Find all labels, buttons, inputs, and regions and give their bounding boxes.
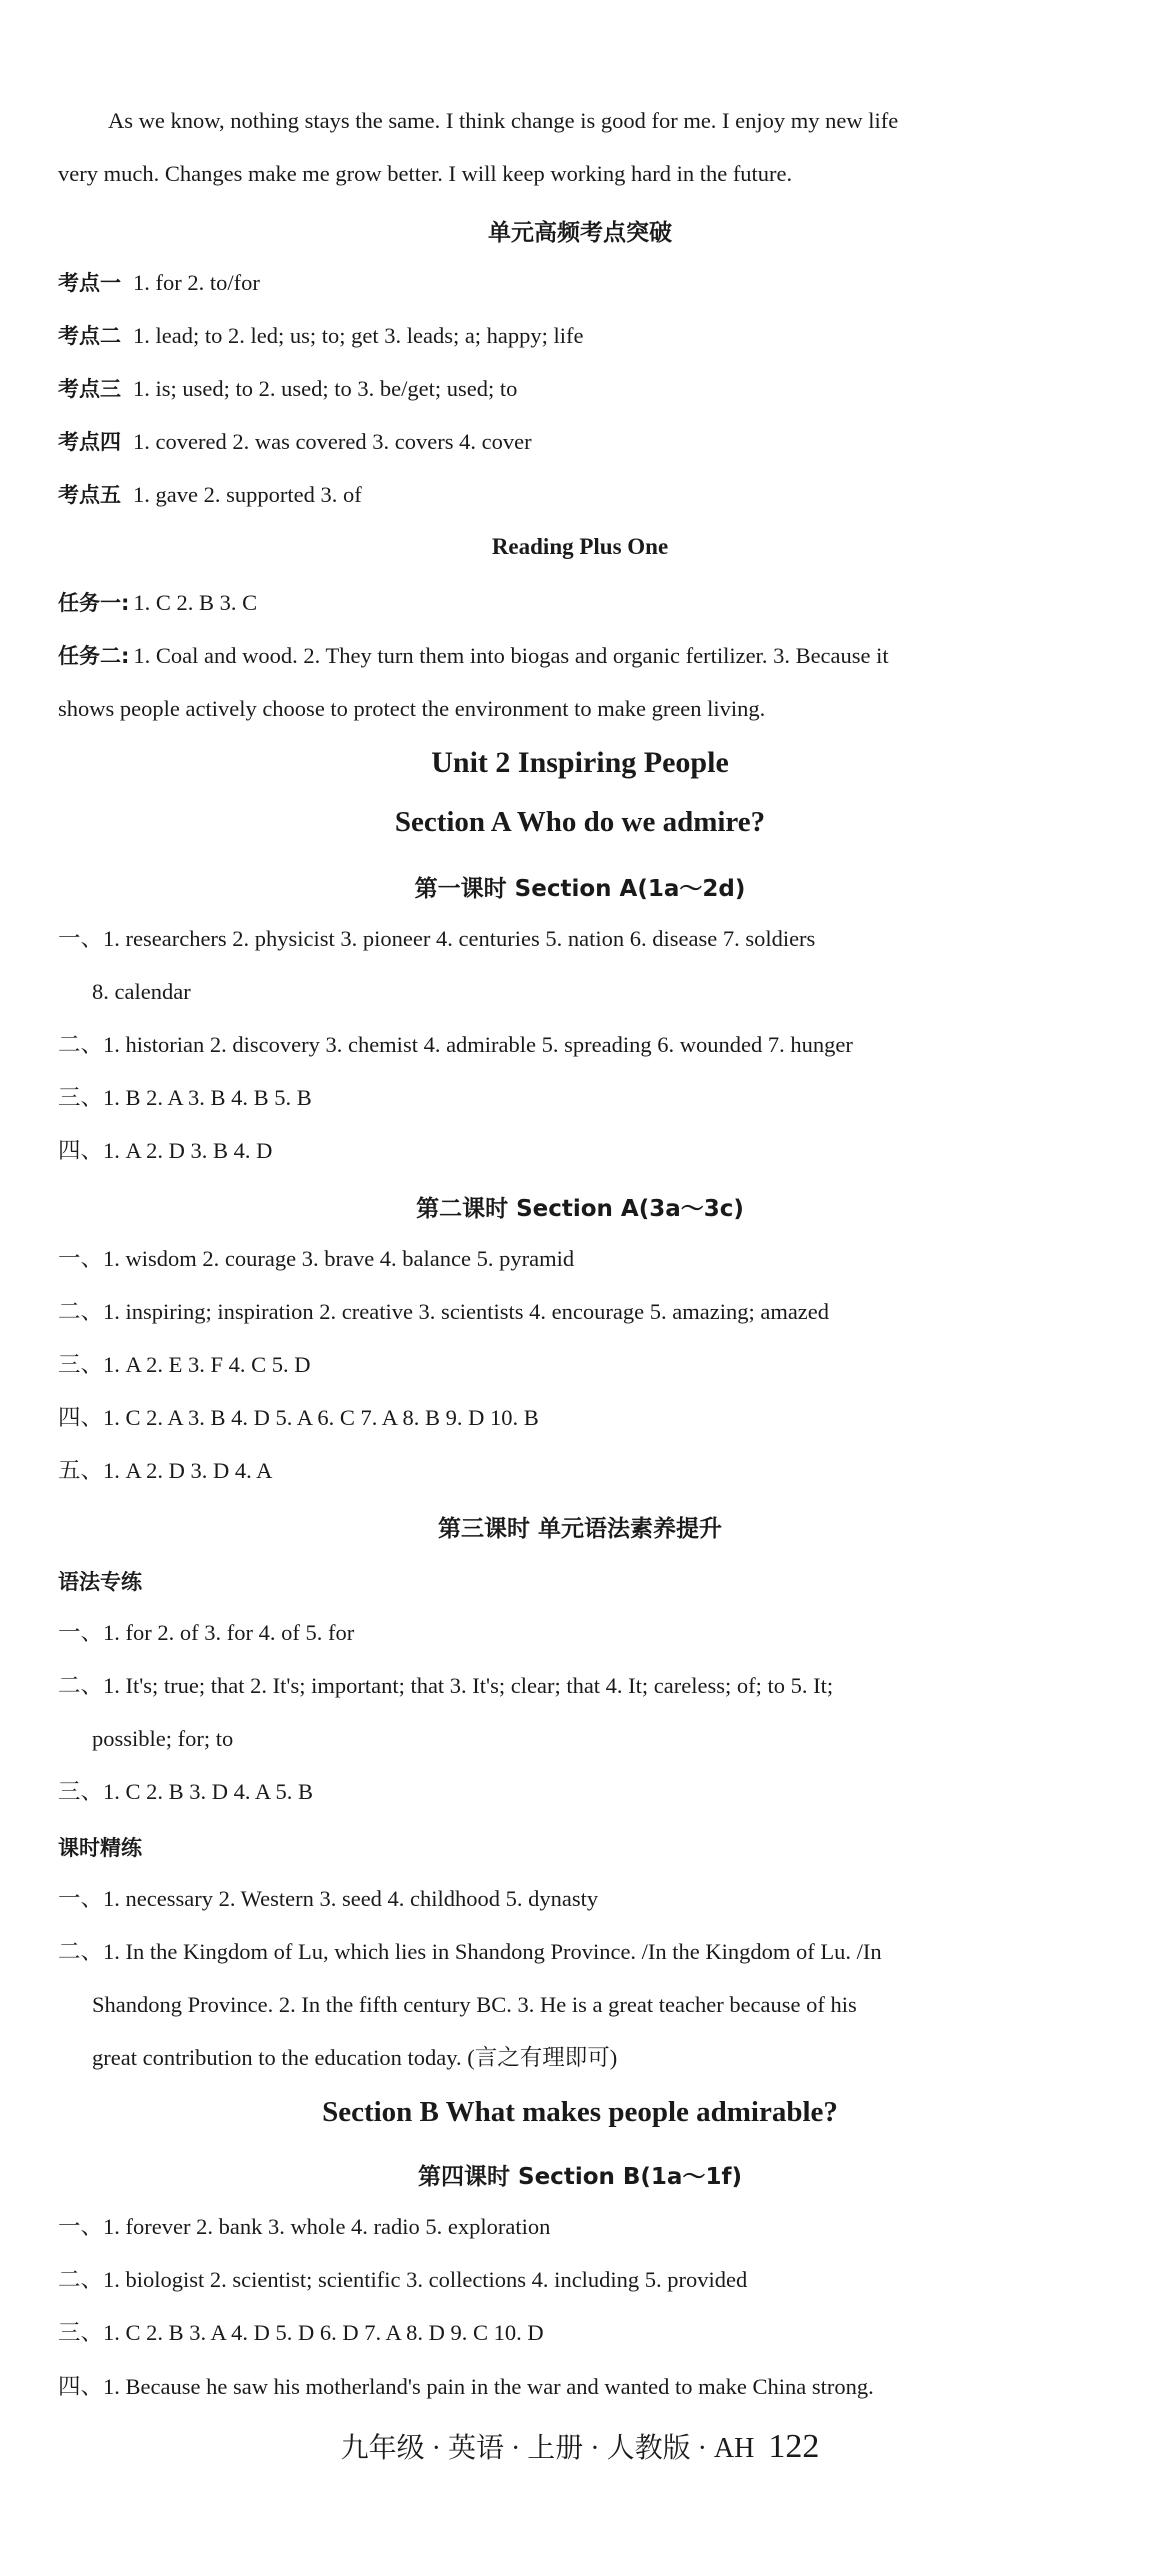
kaodian-label: 考点四 [58, 430, 121, 454]
task-2-continuation: shows people actively choose to protect the environment to make green living. [58, 696, 766, 721]
task-2-row [58, 641, 1130, 671]
lesson-3-heading: 第三课时 单元语法素养提升 [437, 1516, 722, 1542]
lesson-4-line-3: 三、1. C 2. B 3. A 4. D 5. D 6. D 7. A 8. D 9. C 10. D [58, 2320, 544, 2345]
task-2-label: 任务二: [58, 644, 130, 668]
kaodian-answers: 1. is; used; to 2. used; to 3. be/get; used; to [133, 376, 518, 401]
lesson-2-line-4: 四、1. C 2. A 3. B 4. D 5. A 6. C 7. A 8. B 9. D 10. B [58, 1405, 539, 1430]
page-footer [0, 2426, 1160, 2466]
grammar-line-3: 三、1. C 2. B 3. D 4. A 5. B [58, 1779, 314, 1804]
practice-line-2: 二、1. In the Kingdom of Lu, which lies in Shandong Province. /In the Kingdom of Lu. /In [58, 1939, 882, 1964]
kaodian-answers: 1. covered 2. was covered 3. covers 4. cover [133, 429, 532, 454]
grammar-line-2: 二、1. It's; true; that 2. It's; important; that 3. It's; clear; that 4. It; careless; of; to 5. It; [58, 1673, 834, 1698]
kaodian-row-2 [58, 321, 1130, 351]
lesson-practice-label: 课时精练 [58, 1836, 142, 1860]
intro-line-2: very much. Changes make me grow better. I will keep working hard in the future. [58, 161, 793, 186]
practice-line-1: 一、1. necessary 2. Western 3. seed 4. childhood 5. dynasty [58, 1886, 599, 1911]
kaodian-label: 考点一 [58, 271, 121, 295]
lesson-1-line-1b: 8. calendar [92, 979, 191, 1004]
task-1-label: 任务一: [58, 591, 130, 615]
task-2-answers: 1. Coal and wood. 2. They turn them into biogas and organic fertilizer. 3. Because it [133, 643, 889, 668]
lesson-2-line-2: 二、1. inspiring; inspiration 2. creative 3. scientists 4. encourage 5. amazing; amazed [58, 1299, 830, 1324]
lesson-1-line-1: 一、1. researchers 2. physicist 3. pioneer 4. centuries 5. nation 6. disease 7. soldiers [58, 926, 816, 951]
lesson-4-line-2: 二、1. biologist 2. scientist; scientific 3. collections 4. including 5. provided [58, 2267, 748, 2292]
section-b-title: Section B What makes people admirable? [322, 2096, 838, 2128]
lesson-2-heading: 第二课时 Section A(3a～3c) [416, 1196, 744, 1222]
lesson-4-heading: 第四课时 Section B(1a～1f) [418, 2164, 742, 2190]
kaodian-label: 考点五 [58, 483, 121, 507]
practice-line-2c: great contribution to the education today. (言之有理即可) [92, 2045, 618, 2070]
practice-line-2b: Shandong Province. 2. In the fifth century BC. 3. He is a great teacher because of his [92, 1992, 857, 2017]
lesson-4-line-4: 四、1. Because he saw his motherland's pain in the war and wanted to make China strong. [58, 2374, 874, 2399]
kaodian-label: 考点二 [58, 324, 121, 348]
intro-line-1: As we know, nothing stays the same. I think change is good for me. I enjoy my new life [108, 108, 899, 133]
kaodian-heading: 单元高频考点突破 [488, 220, 672, 246]
lesson-4-line-1: 一、1. forever 2. bank 3. whole 4. radio 5. exploration [58, 2214, 551, 2239]
reading-heading: Reading Plus One [491, 534, 669, 559]
kaodian-answers: 1. lead; to 2. led; us; to; get 3. leads; a; happy; life [133, 323, 584, 348]
grammar-practice-label: 语法专练 [58, 1570, 142, 1594]
task-1-row [58, 588, 1130, 618]
lesson-2-line-3: 三、1. A 2. E 3. F 4. C 5. D [58, 1352, 311, 1377]
lesson-2-line-1: 一、1. wisdom 2. courage 3. brave 4. balance 5. pyramid [58, 1246, 575, 1271]
kaodian-row-4 [58, 427, 1130, 457]
kaodian-row-1 [58, 268, 1130, 298]
kaodian-answers: 1. for 2. to/for [133, 270, 260, 295]
task-1-answers: 1. C 2. B 3. C [133, 590, 258, 615]
lesson-1-line-3: 三、1. B 2. A 3. B 4. B 5. B [58, 1085, 312, 1110]
lesson-1-line-2: 二、1. historian 2. discovery 3. chemist 4. admirable 5. spreading 6. wounded 7. hunger [58, 1032, 853, 1057]
footer-book-info: 九年级 · 英语 · 上册 · 人教版 · AH [340, 2433, 755, 2464]
unit-title: Unit 2 Inspiring People [431, 746, 729, 779]
grammar-line-2b: possible; for; to [92, 1726, 234, 1751]
lesson-1-line-4: 四、1. A 2. D 3. B 4. D [58, 1138, 273, 1163]
section-a-title: Section A Who do we admire? [394, 806, 766, 838]
page-number: 122 [768, 2428, 820, 2465]
grammar-line-1: 一、1. for 2. of 3. for 4. of 5. for [58, 1620, 355, 1645]
lesson-1-heading: 第一课时 Section A(1a～2d) [414, 876, 746, 902]
kaodian-row-5 [58, 480, 1130, 510]
kaodian-answers: 1. gave 2. supported 3. of [133, 482, 362, 507]
kaodian-row-3 [58, 374, 1130, 404]
lesson-2-line-5: 五、1. A 2. D 3. D 4. A [58, 1458, 273, 1483]
kaodian-label: 考点三 [58, 377, 121, 401]
